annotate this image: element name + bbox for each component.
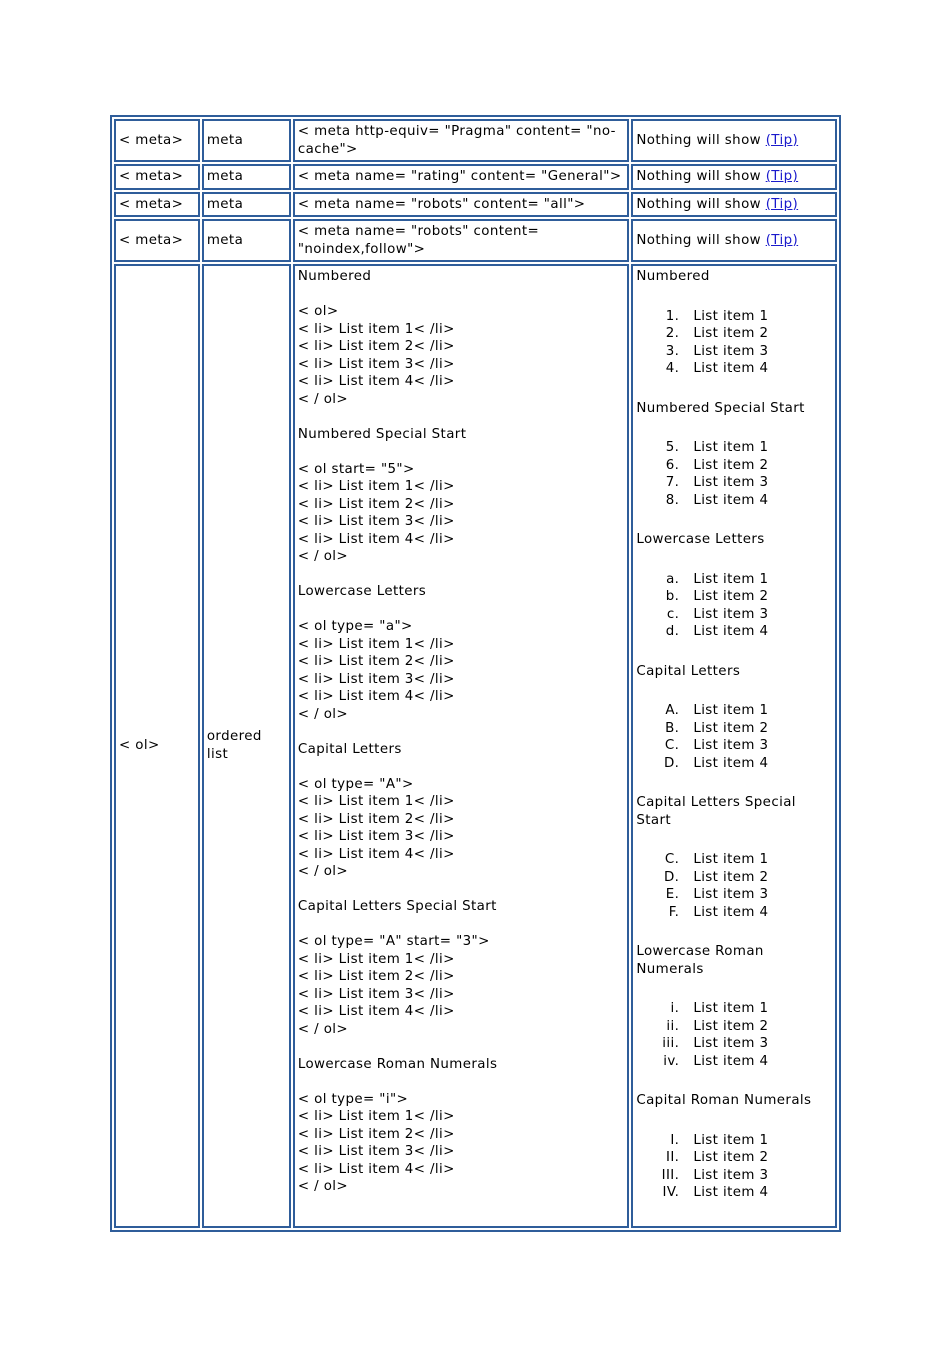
list-marker: a. [666, 571, 680, 587]
rendered-section-title: Capital Letters Special Start [636, 795, 796, 828]
tip-link[interactable]: (Tip) [765, 232, 799, 248]
result-cell [631, 219, 837, 262]
list-marker: c. [666, 606, 680, 622]
list-item-label: List item 2 [693, 869, 769, 885]
list-marker: I. [670, 1132, 680, 1148]
name-cell: meta [202, 219, 291, 262]
tag-cell: < meta> [114, 192, 200, 218]
code-cell: < meta http-equiv= "Pragma" content= "no-cache"> [293, 119, 629, 162]
tip-link[interactable]: (Tip) [765, 169, 799, 184]
rendered-section-title: Capital Letters [636, 663, 741, 679]
list-marker: ii. [666, 1018, 680, 1034]
list-marker: b. [665, 589, 680, 604]
list-item [636, 571, 832, 589]
list-item-label: List item 1 [693, 852, 769, 867]
list-item [636, 1132, 832, 1150]
list-item [636, 720, 832, 738]
rendered-ordered-list [636, 571, 832, 641]
list-marker: D. [663, 869, 680, 885]
tag-cell: < meta> [114, 219, 200, 262]
list-marker: iv. [663, 1053, 680, 1069]
code-cell [293, 264, 629, 1228]
rendered-section-title: Capital Roman Numerals [636, 1093, 812, 1108]
list-marker: 8. [665, 492, 680, 508]
list-marker: F. [668, 904, 680, 920]
list-item-label: List item 1 [693, 1132, 769, 1148]
rendered-section-title: Numbered [636, 269, 710, 284]
list-item-label: List item 3 [693, 606, 769, 622]
list-item-label: List item 1 [693, 308, 769, 324]
list-item-label: List item 4 [693, 492, 769, 508]
list-marker: 6. [665, 457, 680, 473]
tag-cell: < meta> [114, 164, 200, 190]
name-cell: meta [202, 192, 291, 218]
list-marker: 3. [665, 343, 680, 359]
result-cell [631, 164, 837, 190]
list-marker: III. [661, 1167, 680, 1183]
rendered-section-title: Lowercase Letters [636, 532, 765, 547]
code-cell: < meta name= "rating" content= "General"> [293, 164, 629, 190]
list-item-label: List item 1 [693, 1001, 769, 1016]
list-item [636, 702, 832, 720]
tag-cell: < meta> [114, 119, 200, 162]
list-item [636, 474, 832, 492]
list-marker: 4. [665, 361, 680, 376]
code-snippet: < ol type= "A" start= "3"> < li> List item 1< /li> < li> List item 2< /li> < li> List item 3< /li> < li> List item 4< /li> < / ol> [297, 934, 490, 1037]
section-title: Lowercase Roman Numerals [297, 1056, 498, 1072]
code-snippet: < ol start= "5"> < li> List item 1< /li> < li> List item 2< /li> < li> List item 3< /li> < li> List item 4< /li> < / ol> [297, 461, 455, 564]
list-marker: A. [665, 703, 680, 718]
list-marker: B. [665, 720, 680, 736]
code-cell: < meta name= "robots" content= "all"> [293, 192, 629, 218]
name-cell: meta [202, 119, 291, 162]
result-text: Nothing will show [636, 169, 762, 184]
rendered-ordered-list [636, 308, 832, 378]
list-item-label: List item 4 [693, 755, 769, 771]
list-marker: 1. [665, 308, 680, 324]
list-item [636, 851, 832, 869]
list-item [636, 1149, 832, 1167]
list-item-label: List item 4 [693, 1053, 769, 1069]
list-item-label: List item 3 [693, 887, 769, 902]
section-title: Numbered Special Start [297, 426, 467, 442]
code-snippet: < ol type= "i"> < li> List item 1< /li> < li> List item 2< /li> < li> List item 3< /li> < li> List item 4< /li> < / ol> [297, 1091, 455, 1194]
list-marker: C. [664, 738, 680, 753]
list-marker: iii. [662, 1036, 680, 1051]
result-text: Nothing will show [636, 196, 762, 212]
code-cell: < meta name= "robots" content= "noindex,follow"> [293, 219, 629, 262]
list-item [636, 343, 832, 361]
result-cell [631, 192, 837, 218]
list-item [636, 457, 832, 475]
table-row-ordered-list [114, 264, 837, 1228]
list-item-label: List item 2 [693, 589, 769, 604]
table-row [114, 119, 837, 162]
list-item [636, 1053, 832, 1071]
section-title: Capital Letters Special Start [297, 899, 497, 914]
list-marker: II. [665, 1150, 680, 1165]
list-item-label: List item 2 [693, 457, 769, 473]
table-row [114, 164, 837, 190]
list-marker: C. [664, 852, 680, 867]
list-item-label: List item 4 [693, 1185, 769, 1200]
name-cell: ordered list [202, 264, 291, 1228]
result-text: Nothing will show [636, 132, 762, 148]
list-item-label: List item 3 [693, 1036, 769, 1051]
list-item-label: List item 2 [693, 326, 769, 341]
section-title: Numbered [297, 269, 372, 284]
list-item [636, 308, 832, 326]
rendered-ordered-list [636, 702, 832, 772]
tip-link[interactable]: (Tip) [765, 132, 799, 148]
list-marker: IV. [662, 1185, 680, 1200]
list-item-label: List item 1 [693, 440, 769, 455]
list-item [636, 755, 832, 773]
tag-cell: < ol> [114, 264, 200, 1228]
list-item-label: List item 2 [693, 1018, 769, 1034]
list-marker: 2. [665, 326, 680, 341]
list-item-label: List item 1 [693, 571, 769, 587]
list-item [636, 869, 832, 887]
tip-link[interactable]: (Tip) [765, 196, 799, 212]
list-item [636, 325, 832, 343]
result-cell [631, 119, 837, 162]
list-item-label: List item 2 [693, 720, 769, 736]
list-marker: 5. [665, 440, 680, 455]
rendered-ordered-list [636, 439, 832, 509]
list-item [636, 1018, 832, 1036]
list-item-label: List item 4 [693, 361, 769, 376]
list-marker: D. [663, 755, 680, 771]
list-marker: i. [670, 1001, 680, 1016]
result-text: Nothing will show [636, 232, 762, 248]
list-item [636, 439, 832, 457]
list-item [636, 606, 832, 624]
list-marker: d. [665, 624, 680, 639]
list-item-label: List item 2 [693, 1150, 769, 1165]
list-item [636, 1035, 832, 1053]
table-row [114, 192, 837, 218]
section-title: Lowercase Letters [297, 584, 427, 599]
list-item-label: List item 4 [693, 904, 769, 920]
list-item [636, 1167, 832, 1185]
rendered-ordered-list [636, 851, 832, 921]
list-item [636, 360, 832, 378]
section-title: Capital Letters [297, 741, 402, 757]
rendered-ordered-list [636, 1000, 832, 1070]
rendered-ordered-list [636, 1132, 832, 1202]
html-tags-table [110, 115, 841, 1232]
rendered-section-title: Numbered Special Start [636, 400, 805, 416]
list-item [636, 492, 832, 510]
list-item-label: List item 3 [693, 738, 769, 753]
table-row [114, 219, 837, 262]
list-item [636, 737, 832, 755]
list-item [636, 886, 832, 904]
list-item-label: List item 4 [693, 624, 769, 639]
list-marker: 7. [665, 475, 680, 490]
list-item [636, 588, 832, 606]
list-item-label: List item 1 [693, 703, 769, 718]
list-marker: E. [665, 887, 680, 902]
list-item [636, 1000, 832, 1018]
list-item-label: List item 3 [693, 475, 769, 490]
list-item [636, 1184, 832, 1202]
list-item [636, 623, 832, 641]
code-snippet: < ol type= "a"> < li> List item 1< /li> < li> List item 2< /li> < li> List item 3< /li> < li> List item 4< /li> < / ol> [297, 619, 455, 722]
list-item [636, 904, 832, 922]
list-item-label: List item 3 [693, 1167, 769, 1183]
rendered-section-title: Lowercase Roman Numerals [636, 944, 764, 977]
result-cell [631, 264, 837, 1228]
code-snippet: < ol type= "A"> < li> List item 1< /li> < li> List item 2< /li> < li> List item 3< /li> < li> List item 4< /li> < / ol> [297, 776, 455, 879]
code-snippet: < ol> < li> List item 1< /li> < li> List item 2< /li> < li> List item 3< /li> < li> List item 4< /li> < / ol> [297, 304, 455, 407]
list-item-label: List item 3 [693, 343, 769, 359]
name-cell: meta [202, 164, 291, 190]
